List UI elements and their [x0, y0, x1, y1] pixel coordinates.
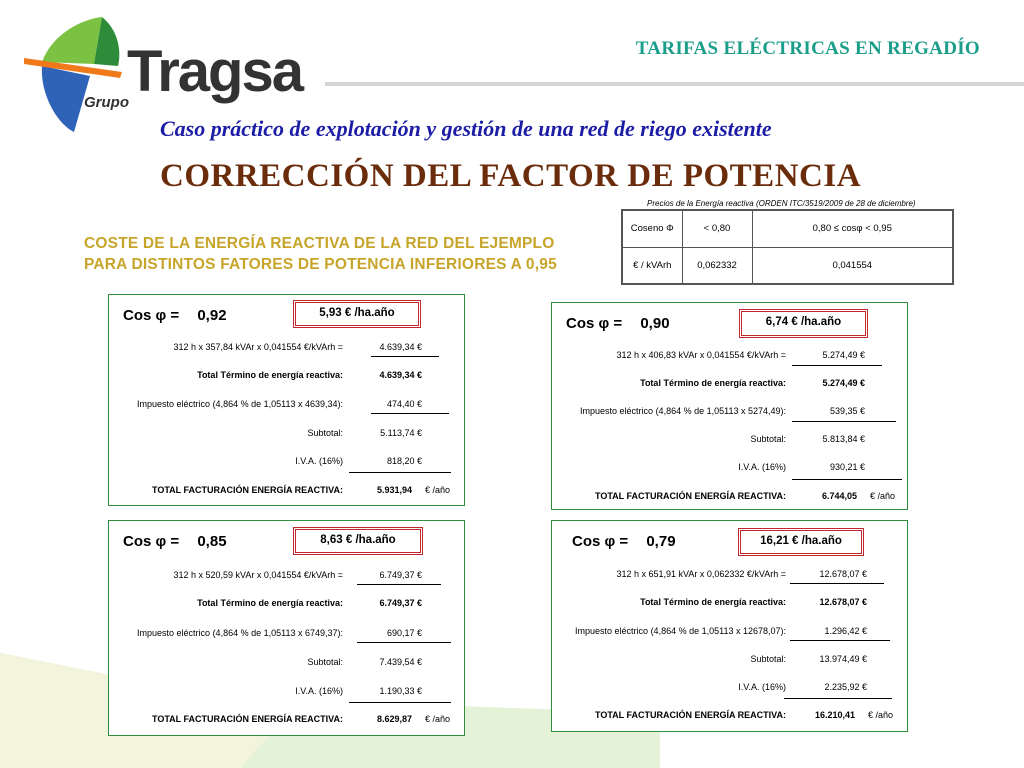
iva-value: 1.190,33 €: [379, 686, 422, 696]
total-termino-label: Total Término de energía reactiva:: [640, 378, 786, 388]
prices-table: [621, 209, 954, 285]
total-fact-value: 5.931,94: [376, 485, 412, 495]
subtotal-label: Subtotal:: [307, 428, 343, 438]
total-fact-unit: € /año: [869, 491, 895, 501]
divider: [790, 583, 884, 584]
cost-per-ha-box: 8,63 € /ha.año: [293, 527, 423, 555]
cost-per-ha-box: 16,21 € /ha.año: [738, 528, 864, 556]
impuesto-label: Impuesto eléctrico (4,864 % de 1,05113 x 4639,34):: [137, 399, 343, 409]
total-fact-value: 8.629,87: [376, 714, 412, 724]
prices-cell: 0,062332: [682, 247, 752, 284]
divider: [349, 702, 451, 703]
logo-leaf-icon: [22, 14, 132, 136]
subtotal-value: 5.113,74 €: [380, 428, 422, 438]
divider: [357, 584, 441, 585]
cos-label: Cos φ =: [123, 307, 180, 324]
card-cos-085: [108, 520, 465, 736]
subtotal-value: 7.439,54 €: [379, 657, 422, 667]
total-fact-label: TOTAL FACTURACIÓN ENERGÍA REACTIVA:: [595, 491, 786, 501]
cos-value: 0,92: [197, 307, 227, 324]
iva-label: I.V.A. (16%): [295, 686, 343, 696]
cost-per-ha-box: 5,93 € /ha.año: [293, 300, 421, 328]
prices-header-row: [622, 210, 953, 247]
prices-cell: € / kVArh: [622, 247, 682, 284]
divider: [357, 642, 451, 643]
divider: [790, 640, 890, 641]
prices-cell: < 0,80: [682, 210, 752, 247]
total-termino-value: 6.749,37 €: [379, 598, 422, 608]
header-title: TARIFAS ELÉCTRICAS EN REGADÍO: [635, 38, 980, 59]
prices-caption: Precios de la Energía reactiva (ORDEN ITC/3519/2009 de 28 de diciembre): [647, 199, 916, 208]
intro-line-2: PARA DISTINTOS FATORES DE POTENCIA INFERIORES A 0,95: [84, 256, 557, 273]
impuesto-label: Impuesto eléctrico (4,864 % de 1,05113 x 6749,37):: [137, 628, 343, 638]
cos-label: Cos φ =: [566, 315, 623, 332]
total-fact-unit: € /año: [867, 710, 893, 720]
iva-value: 930,21 €: [829, 462, 865, 472]
divider: [371, 413, 449, 414]
divider: [371, 356, 439, 357]
divider: [349, 472, 451, 473]
impuesto-label: Impuesto eléctrico (4,864 % de 1,05113 x 12678,07):: [575, 626, 786, 636]
header-divider: [325, 82, 1024, 86]
calc-value: 12.678,07 €: [819, 569, 867, 579]
cos-label: Cos φ =: [123, 533, 180, 550]
calc-value: 4.639,34 €: [379, 342, 422, 352]
divider: [792, 479, 902, 480]
impuesto-value: 690,17 €: [386, 628, 422, 638]
iva-label: I.V.A. (16%): [738, 682, 786, 692]
total-termino-value: 5.274,49 €: [822, 378, 865, 388]
iva-label: I.V.A. (16%): [295, 456, 343, 466]
impuesto-value: 539,35 €: [829, 406, 865, 416]
total-fact-value: 16.210,41: [814, 710, 855, 720]
calc-label: 312 h x 406,83 kVAr x 0,041554 €/kVArh =: [616, 350, 786, 360]
card-cos-092: [108, 294, 465, 506]
calc-label: 312 h x 651,91 kVAr x 0,062332 €/kVArh =: [616, 569, 786, 579]
card-heading: [572, 533, 676, 550]
logo-subtitle: Grupo: [84, 94, 129, 111]
cos-label: Cos φ =: [572, 533, 629, 550]
impuesto-value: 474,40 €: [386, 399, 422, 409]
impuesto-label: Impuesto eléctrico (4,864 % de 1,05113 x 5274,49):: [580, 406, 786, 416]
total-termino-label: Total Término de energía reactiva:: [640, 597, 786, 607]
total-fact-label: TOTAL FACTURACIÓN ENERGÍA REACTIVA:: [152, 485, 343, 495]
cost-per-ha-box: 6,74 € /ha.año: [739, 309, 868, 338]
total-fact-unit: € /año: [424, 485, 450, 495]
total-termino-value: 12.678,07 €: [819, 597, 867, 607]
iva-value: 818,20 €: [386, 456, 422, 466]
subtotal-value: 13.974,49 €: [819, 654, 867, 664]
subtotal-value: 5.813,84 €: [822, 434, 865, 444]
divider: [792, 365, 882, 366]
intro-line-1: COSTE DE LA ENERGÍA REACTIVA DE LA RED DEL EJEMPLO: [84, 235, 555, 252]
iva-label: I.V.A. (16%): [738, 462, 786, 472]
total-fact-label: TOTAL FACTURACIÓN ENERGÍA REACTIVA:: [595, 710, 786, 720]
prices-cell: 0,041554: [752, 247, 953, 284]
total-fact-value: 6.744,05: [821, 491, 857, 501]
prices-cell: 0,80 ≤ cosφ < 0,95: [752, 210, 953, 247]
logo-wordmark: Tragsa: [127, 39, 302, 104]
cos-value: 0,90: [640, 315, 670, 332]
prices-value-row: [622, 247, 953, 284]
card-cos-079: [551, 520, 908, 732]
impuesto-value: 1.296,42 €: [824, 626, 867, 636]
total-fact-unit: € /año: [424, 714, 450, 724]
card-heading: [123, 533, 227, 550]
calc-value: 6.749,37 €: [379, 570, 422, 580]
card-heading: [123, 307, 227, 324]
total-fact-label: TOTAL FACTURACIÓN ENERGÍA REACTIVA:: [152, 714, 343, 724]
page-subtitle: Caso práctico de explotación y gestión de una red de riego existente: [160, 116, 772, 141]
total-termino-value: 4.639,34 €: [379, 370, 422, 380]
intro-text: [84, 233, 557, 275]
subtotal-label: Subtotal:: [750, 654, 786, 664]
page-title: CORRECCIÓN DEL FACTOR DE POTENCIA: [160, 158, 862, 194]
subtotal-label: Subtotal:: [750, 434, 786, 444]
card-cos-090: [551, 302, 908, 510]
cos-value: 0,79: [646, 533, 676, 550]
divider: [784, 698, 892, 699]
cos-value: 0,85: [197, 533, 227, 550]
divider: [792, 421, 896, 422]
prices-cell: Coseno Φ: [622, 210, 682, 247]
total-termino-label: Total Término de energía reactiva:: [197, 370, 343, 380]
calc-value: 5.274,49 €: [822, 350, 865, 360]
card-heading: [566, 315, 670, 332]
total-termino-label: Total Término de energía reactiva:: [197, 598, 343, 608]
iva-value: 2.235,92 €: [824, 682, 867, 692]
subtotal-label: Subtotal:: [307, 657, 343, 667]
calc-label: 312 h x 520,59 kVAr x 0,041554 €/kVArh =: [173, 570, 343, 580]
calc-label: 312 h x 357,84 kVAr x 0,041554 €/kVArh =: [173, 342, 343, 352]
